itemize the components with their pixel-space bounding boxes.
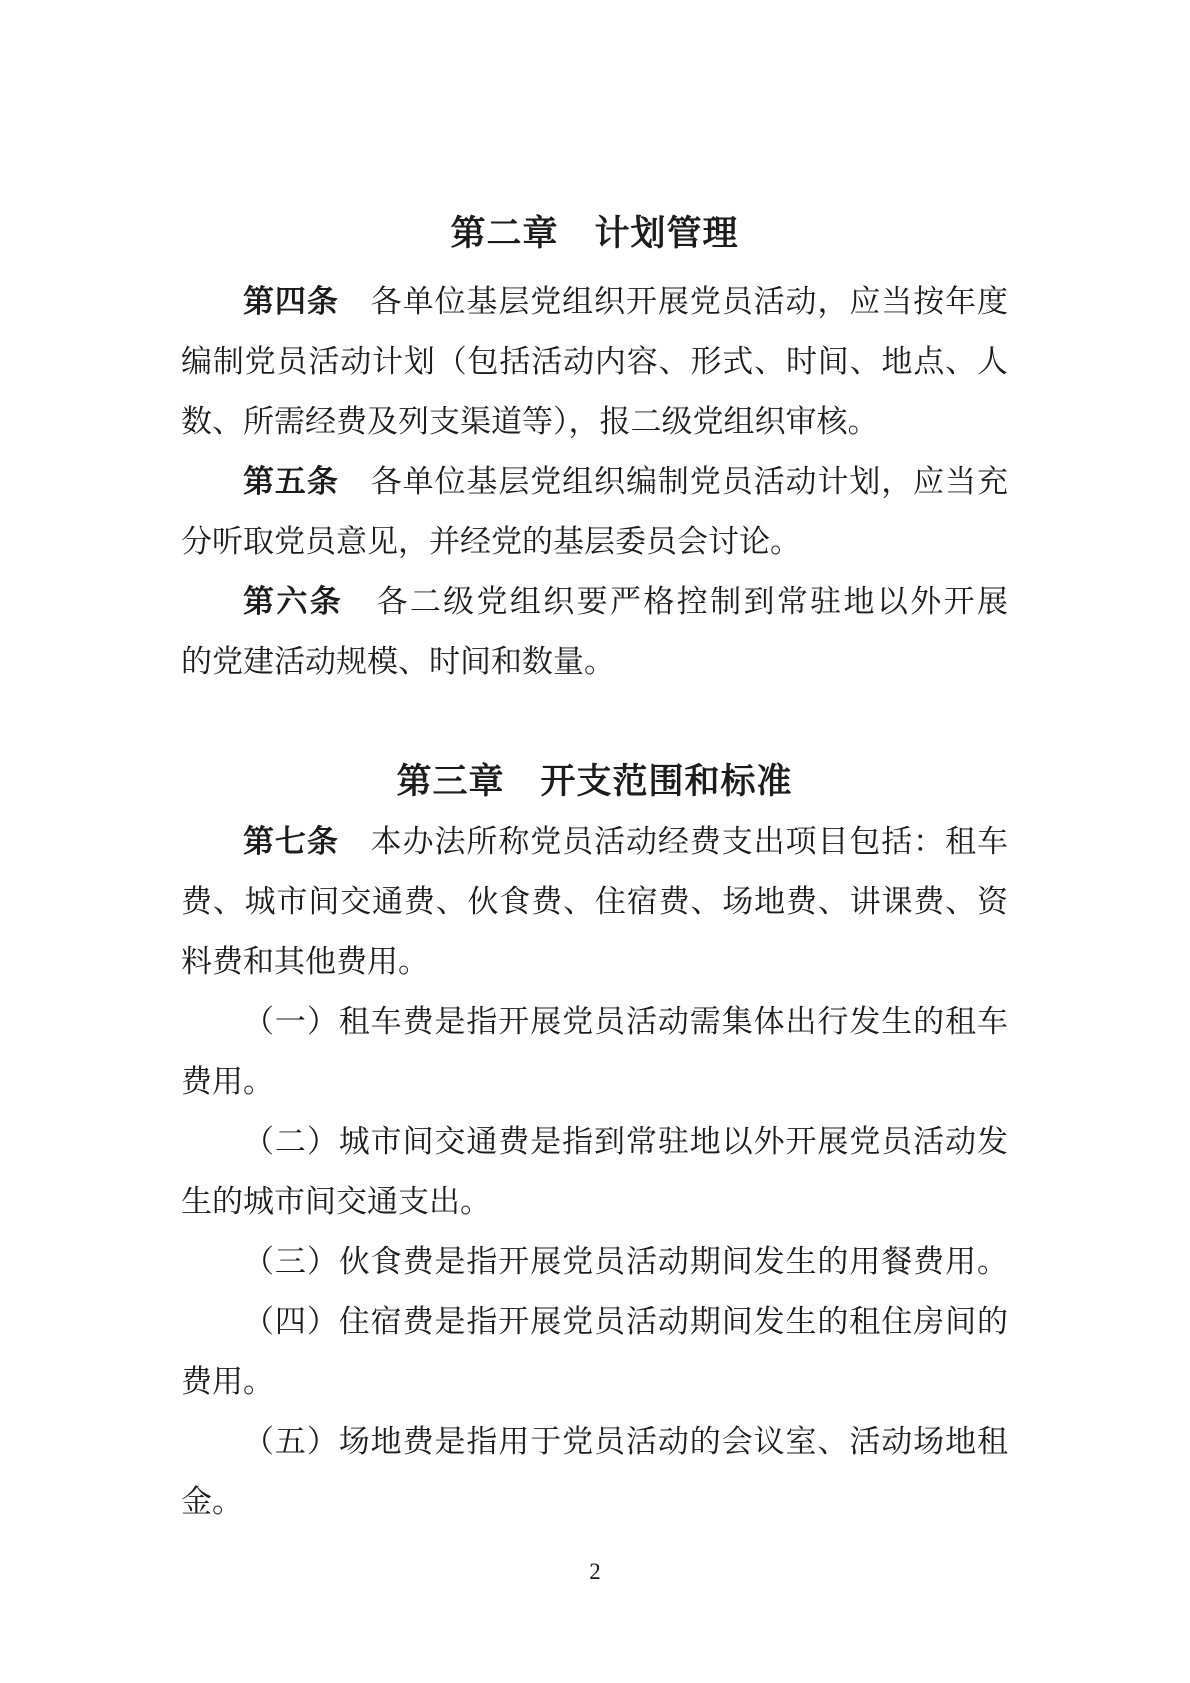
text-line: 分听取党员意见，并经党的基层委员会讨论。 [181, 524, 801, 559]
document-body [181, 204, 1008, 1532]
article-line [181, 812, 1008, 872]
article-text: 各单位基层党组织开展党员活动，应当按年度 [338, 284, 1009, 319]
text-line: 的党建活动规模、时间和数量。 [181, 644, 615, 679]
list-item-line: （五）场地费是指用于党员活动的会议室、活动场地租 [243, 1424, 1008, 1459]
chapter-heading: 第三章 开支范围和标准 [396, 762, 793, 801]
list-item-line: （三）伙食费是指开展党员活动期间发生的用餐费用。 [243, 1244, 1008, 1279]
text-line: 料费和其他费用。 [181, 944, 429, 979]
article-line [181, 572, 1008, 632]
chapter-heading: 第二章 计划管理 [450, 214, 739, 253]
text-line: 费用。 [181, 1364, 274, 1399]
text-line: 生的城市间交通支出。 [181, 1184, 491, 1219]
text-line: 费、城市间交通费、伙食费、住宿费、场地费、讲课费、资 [181, 884, 1008, 919]
text-line: 金。 [181, 1484, 243, 1519]
list-item-line: （一）租车费是指开展党员活动需集体出行发生的租车 [243, 1004, 1008, 1039]
page-number: 2 [589, 1559, 601, 1584]
article-number: 第六条 [243, 584, 344, 619]
article-line [181, 272, 1008, 332]
article-number: 第七条 [243, 824, 339, 859]
article-text: 本办法所称党员活动经费支出项目包括：租车 [338, 824, 1009, 859]
article-number: 第五条 [243, 464, 339, 499]
list-item-line: （四）住宿费是指开展党员活动期间发生的租住房间的 [243, 1304, 1008, 1339]
text-line: 费用。 [181, 1064, 274, 1099]
article-text: 各二级党组织要严格控制到常驻地以外开展 [343, 584, 1009, 619]
text-line: 编制党员活动计划（包括活动内容、形式、时间、地点、人 [181, 344, 1008, 379]
text-line: 数、所需经费及列支渠道等），报二级党组织审核。 [181, 404, 879, 439]
article-number: 第四条 [243, 284, 339, 319]
list-item-line: （二）城市间交通费是指到常驻地以外开展党员活动发 [243, 1124, 1008, 1159]
article-text: 各单位基层党组织编制党员活动计划，应当充 [338, 464, 1009, 499]
article-line [181, 452, 1008, 512]
